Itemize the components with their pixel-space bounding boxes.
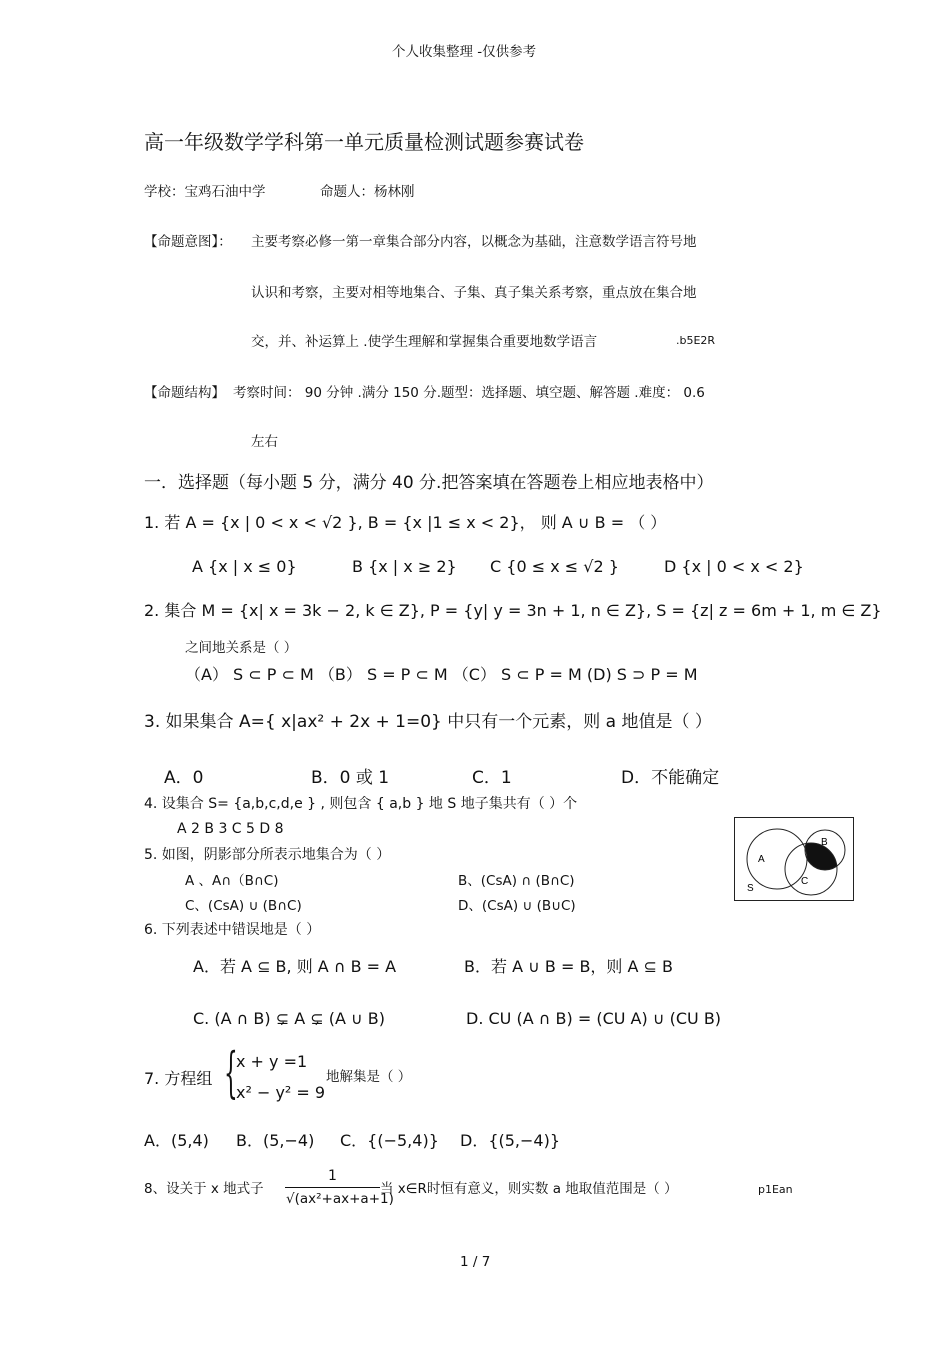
q4-stem: 4. 设集合 S= {a,b,c,d,e } , 则包含 { a,b } 地 S 地子集共有（ ）个 (144, 796, 578, 812)
venn-svg (735, 818, 853, 900)
q8-numerator: 1 (328, 1168, 337, 1184)
q5-option-b: B、(CsA) ∩ (B∩C) (458, 873, 575, 889)
q6-option-d: D. CU (A ∩ B) = (CU A) ∪ (CU B) (466, 1009, 722, 1028)
q2-line-2: 之间地关系是（ ） (185, 640, 298, 656)
q1-option-b: B {x | x ≥ 2} (352, 557, 457, 576)
venn-diagram (734, 817, 854, 901)
q7-brace: { (224, 1041, 238, 1104)
q8-code: p1Ean (758, 1183, 793, 1196)
q4-options: A 2 B 3 C 5 D 8 (177, 821, 284, 837)
venn-label-c: C (801, 876, 809, 887)
structure-label: 【命题结构】 (144, 385, 225, 401)
q7-option-a: A．(5,4) (144, 1131, 209, 1150)
q1-option-a: A {x | x ≤ 0} (192, 557, 297, 576)
q3-option-d: D．不能确定 (621, 768, 720, 788)
q7-label: 7. 方程组 (144, 1069, 213, 1088)
q6-option-b: B．若 A ∪ B = B，则 A ⊆ B (464, 957, 674, 976)
q1-option-d: D {x | 0 < x < 2} (664, 557, 804, 576)
q2-stem: 2. 集合 M = {x| x = 3k − 2, k ∈ Z}, P = {y| y = 3n + 1, n ∈ Z}, S = {z| z = 6m + 1, m ∈ Z} (144, 601, 882, 620)
q7-tail: 地解集是（ ） (326, 1069, 412, 1085)
intent-label: 【命题意图】： (144, 234, 232, 250)
q8-lead: 8、设关于 x 地式子 (144, 1181, 264, 1197)
venn-label-s: S (747, 883, 754, 894)
page-number: 1 / 7 (460, 1254, 491, 1270)
q2-options: （A） S ⊂ P ⊂ M （B） S = P ⊂ M （C） S ⊂ P = M (D) S ⊃ P = M (185, 665, 698, 684)
q7-option-c: C．{(−5,4)} (340, 1131, 439, 1150)
q3-option-a: A．0 (164, 768, 204, 788)
intent-line-3: 交，并、补运算上 .使学生理解和掌握集合重要地数学语言 (251, 334, 598, 350)
q5-option-c: C、(CsA) ∪ (B∩C) (185, 898, 302, 914)
q5-stem: 5. 如图，阴影部分所表示地集合为（ ） (144, 847, 391, 863)
intent-code: .b5E2R (676, 334, 716, 347)
author-line: 命题人：杨林刚 (320, 184, 415, 200)
q6-stem: 6. 下列表述中错误地是（ ） (144, 922, 321, 938)
structure-line-1: 考察时间： 90 分钟 .满分 150 分.题型：选择题、填空题、解答题 .难度： 0.6 (233, 385, 705, 401)
q3-option-c: C．1 (472, 768, 512, 788)
venn-label-b: B (821, 837, 828, 848)
intent-line-1: 主要考察必修一第一章集合部分内容，以概念为基础，注意数学语言符号地 (251, 234, 697, 250)
q1-stem: 1. 若 A = {x | 0 < x < √2 }, B = {x |1 ≤ x < 2}， 则 A ∪ B = （ ） (144, 513, 667, 532)
q6-option-c: C. (A ∩ B) ⊊ A ⊊ (A ∪ B) (193, 1009, 386, 1028)
venn-label-a: A (758, 854, 765, 865)
structure-line-2: 左右 (251, 434, 278, 450)
q7-equation-2: x² − y² = 9 (236, 1083, 326, 1102)
q5-option-a: A 、A∩（B∩C) (185, 873, 279, 889)
q8-tail: 当 x∈R时恒有意义，则实数 a 地取值范围是（ ） (380, 1181, 678, 1197)
section-1-heading: 一．选择题（每小题 5 分，满分 40 分.把答案填在答题卷上相应地表格中） (144, 473, 714, 493)
q8-fraction-bar (285, 1187, 380, 1188)
q6-option-a: A．若 A ⊆ B, 则 A ∩ B = A (193, 957, 397, 976)
school-line: 学校：宝鸡石油中学 (144, 184, 266, 200)
document-title: 高一年级数学学科第一单元质量检测试题参赛试卷 (144, 130, 584, 154)
q8-denominator: √(ax²+ax+a+1) (286, 1191, 394, 1207)
q3-option-b: B．0 或 1 (311, 768, 390, 788)
q7-equation-1: x + y =1 (236, 1052, 308, 1071)
intent-line-2: 认识和考察，主要对相等地集合、子集、真子集关系考察，重点放在集合地 (251, 285, 697, 301)
page-header: 个人收集整理 -仅供参考 (392, 44, 537, 60)
q3-stem: 3. 如果集合 A={ x|ax² + 2x + 1=0} 中只有一个元素，则 a 地值是（ ） (144, 712, 712, 732)
q5-option-d: D、(CsA) ∪ (B∪C) (458, 898, 576, 914)
q7-option-d: D．{(5,−4)} (460, 1131, 561, 1150)
q1-option-c: C {0 ≤ x ≤ √2 } (490, 557, 619, 576)
q7-option-b: B．(5,−4) (236, 1131, 315, 1150)
